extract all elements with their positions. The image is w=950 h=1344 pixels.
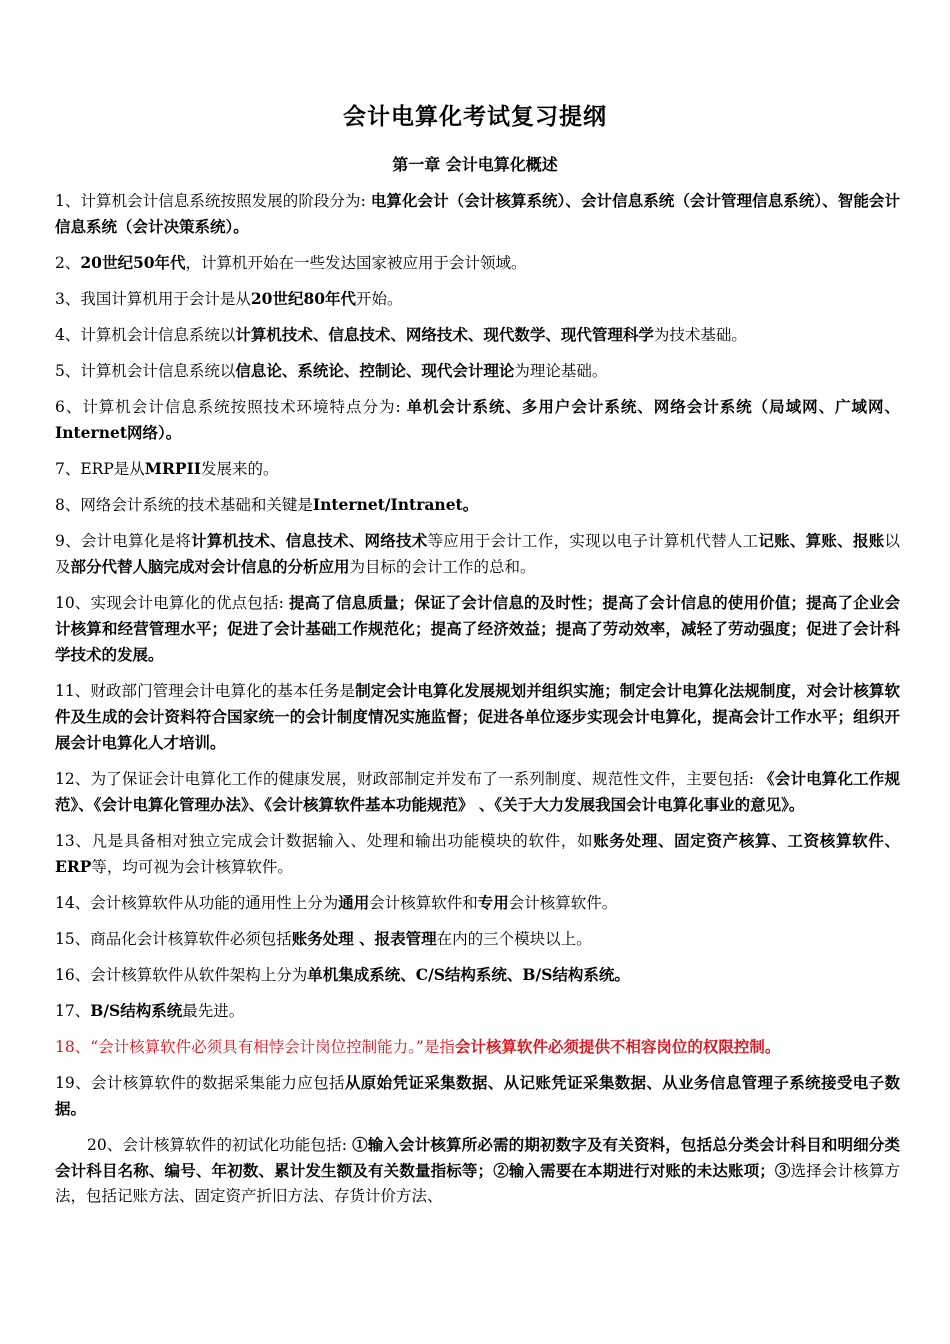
body-text: 9、会计电算化是将: [55, 532, 192, 550]
body-text: 6、计算机会计信息系统按照技术环境特点分为:: [55, 398, 407, 416]
body-text: 17、: [55, 1002, 91, 1020]
emphasis-text: 提高了信息质量；保证了会计信息的及时性；提高了会计信息的使用价值；提高了企业会计核算和经营管理水平；促进了会计基础工作规范化；提高了经济效益；提高了劳动效率，减轻了劳动强度；促进了会计科学技术的发展。: [55, 593, 900, 664]
outline-item: [55, 1132, 900, 1209]
outline-item: [55, 678, 900, 756]
outline-item: [55, 998, 900, 1024]
body-text: 13、凡是具备相对独立完成会计数据输入、处理和输出功能模块的软件，如: [55, 832, 594, 850]
body-text: 为理论基础。: [514, 362, 608, 380]
emphasis-text: 专用: [477, 893, 509, 912]
document-title: 会计电算化考试复习提纲: [343, 103, 607, 130]
body-text: 18、“会计核算软件必须具有相悖会计岗位控制能力。”是指: [55, 1038, 455, 1056]
body-text: 最先进。: [182, 1002, 245, 1020]
body-text: 2、: [55, 254, 81, 272]
outline-item: [55, 250, 900, 276]
body-text: 15、商品化会计核算软件必须包括: [55, 930, 292, 948]
emphasis-text: 账务处理、固定资产核算、工资核算软件、ERP: [55, 831, 900, 876]
chapter-heading: 第一章 会计电算化概述: [392, 155, 558, 174]
body-text: 发展来的。: [200, 460, 279, 478]
emphasis-text: MRPII: [144, 459, 201, 478]
body-text: 等应用于会计工作，实现以电子计算机代替人工: [427, 532, 759, 550]
emphasis-text: 计算机技术、信息技术、网络技术: [191, 531, 428, 550]
body-text: 8、网络会计系统的技术基础和关键是: [55, 496, 313, 514]
emphasis-text: B/S结构系统: [90, 1001, 183, 1020]
body-text: 3、我国计算机用于会计是从: [55, 290, 251, 308]
outline-item: [55, 926, 900, 952]
emphasis-text: 部分代替人脑完成对会计信息的分析应用: [70, 557, 350, 576]
emphasis-text: 制定会计电算化发展规划并组织实施；制定会计电算化法规制度，对会计核算软件及生成的会计资料符合国家统一的会计制度情况实施监督；促进各单位逐步实现会计电算化，提高会计工作水平；组织开展会计电算化人才培训。: [55, 681, 900, 752]
emphasis-text: 单机集成系统、C/S结构系统、B/S结构系统。: [307, 965, 630, 984]
emphasis-text: 账务处理 、报表管理: [291, 929, 437, 948]
emphasis-text: 信息论、系统论、控制论、现代会计理论: [235, 361, 515, 380]
body-text: 1、计算机会计信息系统按照发展的阶段分为:: [55, 192, 371, 210]
outline-item: [55, 188, 900, 240]
outline-item: [55, 590, 900, 668]
outline-item: [55, 456, 900, 482]
body-text: 14、会计核算软件从功能的通用性上分为: [55, 894, 339, 912]
outline-list: [55, 188, 900, 1219]
body-text: 7、ERP是从: [55, 460, 145, 478]
outline-item: [55, 1070, 900, 1122]
emphasis-text: 20世纪50年代: [80, 253, 186, 272]
outline-item: [55, 286, 900, 312]
outline-item: [55, 528, 900, 580]
emphasis-text: Internet/Intranet。: [312, 495, 479, 514]
body-text: 以及: [55, 532, 900, 576]
outline-item: [55, 962, 900, 988]
outline-item: [55, 890, 900, 916]
emphasis-text: 单机会计系统、多用户会计系统、网络会计系统（局域网、广域网、Internet网络）。: [55, 397, 900, 442]
outline-item: [55, 828, 900, 880]
outline-item: [55, 322, 900, 348]
body-text: 在内的三个模块以上。: [436, 930, 592, 948]
body-text: 开始。: [356, 290, 403, 308]
emphasis-text: 从原始凭证采集数据、从记账凭证采集数据、从业务信息管理子系统接受电子数据。: [55, 1073, 900, 1118]
body-text: 4、计算机会计信息系统以: [55, 326, 236, 344]
body-text: 为技术基础。: [653, 326, 747, 344]
body-text: 为目标的会计工作的总和。: [349, 558, 536, 576]
body-text: 会计核算软件。: [508, 894, 618, 912]
outline-item: [55, 766, 900, 818]
emphasis-text: 电算化会计（会计核算系统）、会计信息系统（会计管理信息系统）、智能会计信息系统（会计决策系统）。: [55, 191, 900, 236]
body-text: 会计核算软件和: [369, 894, 478, 912]
body-text: 10、实现会计电算化的优点包括:: [55, 594, 289, 612]
emphasis-text: 计算机技术、信息技术、网络技术、现代数学、现代管理科学: [235, 325, 654, 344]
emphasis-text: ①输入会计核算所必需的期初数字及有关资料，包括总分类会计科目和明细分类会计科目名称、编号、年初数、累计发生额及有关数量指标等；②输入需要在本期进行对账的未达账项；③: [55, 1135, 900, 1180]
body-text: 等，均可视为会计核算软件。: [91, 858, 293, 876]
body-text: 选择会计核算方法，包括记账方法、固定资产折旧方法、存货计价方法、: [55, 1162, 900, 1205]
emphasis-text: 通用: [338, 893, 370, 912]
body-text: ，计算机开始在一些发达国家被应用于会计领域。: [185, 254, 527, 272]
emphasis-text: 记账、算账、报账: [758, 531, 885, 550]
emphasis-text: 会计核算软件必须提供不相容岗位的权限控制。: [454, 1037, 781, 1056]
body-text: 12、为了保证会计电算化工作的健康发展，财政部制定并发布了一系列制度、规范性文件，主要包括:: [55, 770, 760, 788]
body-text: 5、计算机会计信息系统以: [55, 362, 236, 380]
body-text: 11、财政部门管理会计电算化的基本任务是: [55, 682, 356, 700]
outline-item: [55, 492, 900, 518]
outline-item: [55, 394, 900, 446]
body-text: 19、会计核算软件的数据采集能力应包括: [55, 1074, 345, 1092]
emphasis-text: 《会计电算化工作规范》、《会计电算化管理办法》、《会计核算软件基本功能规范》 、《关于大力发展我国会计电算化事业的意见》。: [55, 769, 900, 814]
emphasis-text: 20世纪80年代: [250, 289, 357, 308]
body-text: 20、会计核算软件的初试化功能包括:: [87, 1136, 353, 1154]
body-text: 16、会计核算软件从软件架构上分为: [55, 966, 308, 984]
outline-item: [55, 358, 900, 384]
outline-item: [55, 1034, 900, 1060]
